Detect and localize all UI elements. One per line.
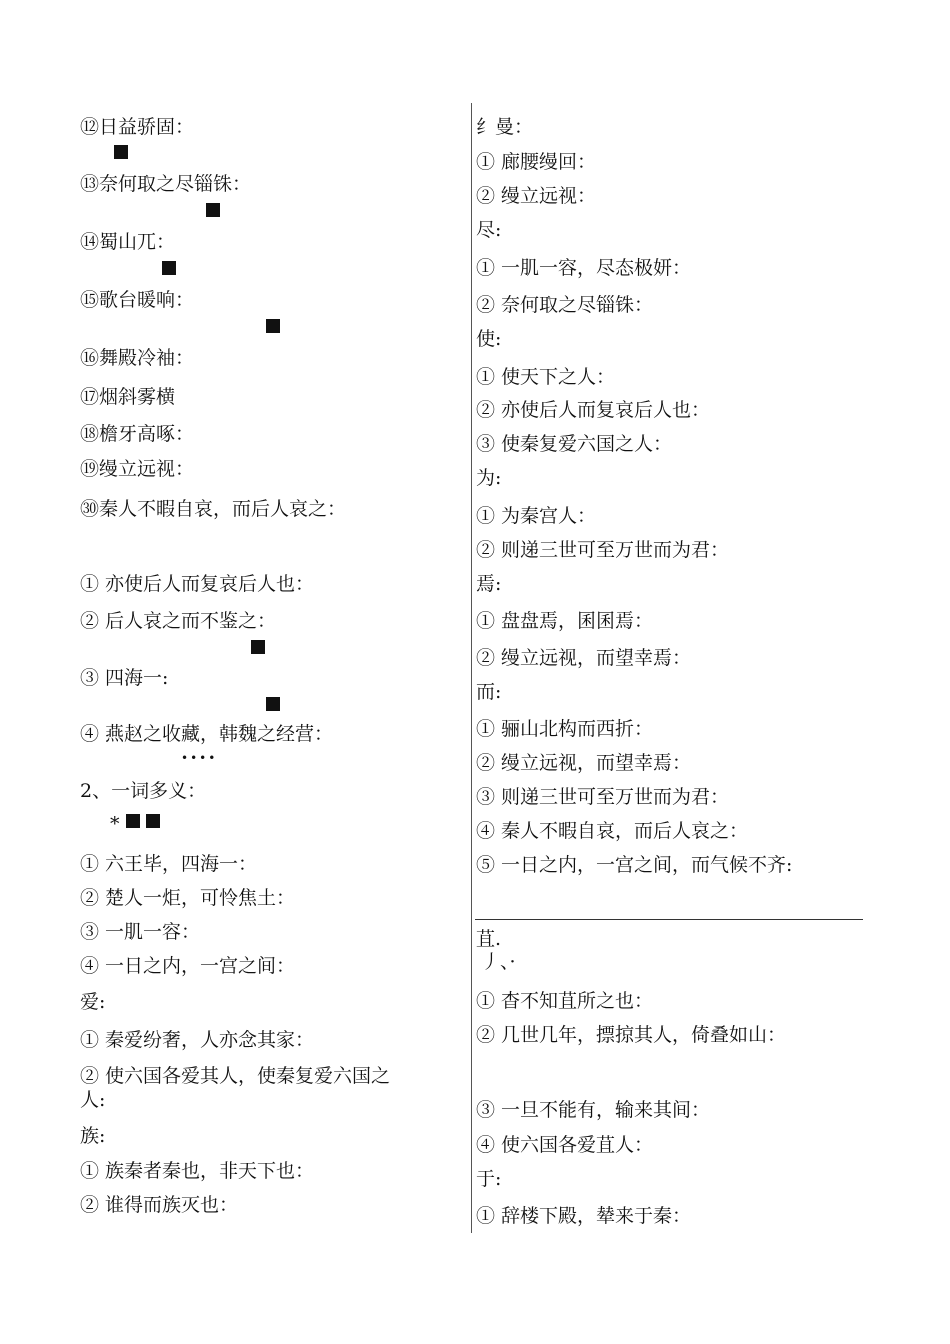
emphasis-mark <box>126 814 140 828</box>
emphasis-mark <box>114 145 128 159</box>
emphasis-mark <box>162 261 176 275</box>
yan-heading: 焉: <box>476 573 502 595</box>
qi-item-2: ② 几世几年，摽掠其人，倚叠如山： <box>476 1024 787 1046</box>
item-19: ⑲缦立远视： <box>80 458 195 480</box>
qi-item-3: ③ 一旦不能有，输来其间： <box>476 1099 711 1121</box>
section-rule <box>475 919 863 920</box>
qi-item-1: ① 杳不知苴所之也： <box>476 990 654 1012</box>
item-30: ㉚秦人不暇自哀，而后人哀之： <box>80 498 347 520</box>
emphasis-mark <box>206 203 220 217</box>
yi-item-4: ④ 一日之内，一宫之间： <box>80 955 296 977</box>
er-item-5: ⑤ 一日之内，一宫之间，而气候不齐: <box>476 854 793 876</box>
ai-item-2: ② 使六国各爱其人，使秦复爱六国之 <box>80 1065 391 1087</box>
zu-item-1: ① 族秦者秦也，非天下也： <box>80 1160 315 1182</box>
zu-heading: 族: <box>80 1125 106 1147</box>
jin-heading: 尽: <box>476 219 502 241</box>
emphasis-dots: •••• <box>181 751 218 765</box>
er-item-1: ① 骊山北构而西折： <box>476 718 654 740</box>
yan-item-2: ② 缦立远视，而望幸焉： <box>476 647 692 669</box>
emphasis-mark <box>146 814 160 828</box>
shi-item-2: ② 亦使后人而复哀后人也： <box>476 399 711 421</box>
man-heading: 纟曼： <box>476 116 534 138</box>
yu-heading: 于: <box>476 1168 502 1190</box>
yan-item-1: ① 盘盘焉，囷囷焉： <box>476 610 654 632</box>
item-14: ⑭蜀山兀： <box>80 231 176 253</box>
man-item-2: ② 缦立远视： <box>476 185 597 207</box>
shi-item-3: ③ 使秦复爱六国之人： <box>476 433 673 455</box>
yi-item-2: ② 楚人一炬，可怜焦土： <box>80 887 296 909</box>
item-17: ⑰烟斜雾横 <box>80 386 176 408</box>
wei-item-2: ② 则递三世可至万世而为君： <box>476 539 730 561</box>
sub-item-1: ① 亦使后人而复哀后人也： <box>80 573 315 595</box>
er-item-2: ② 缦立远视，而望幸焉： <box>476 752 692 774</box>
column-divider <box>471 103 472 1233</box>
sub-item-4: ④ 燕赵之收藏，韩魏之经营： <box>80 723 334 745</box>
wei-item-1: ① 为秦宫人： <box>476 505 597 527</box>
item-16: ⑯舞殿冷袖： <box>80 347 195 369</box>
qi-item-4: ④ 使六国各爱苴人： <box>476 1134 654 1156</box>
shi-heading: 使: <box>476 328 502 350</box>
ai-item-2-cont: 人: <box>80 1089 106 1111</box>
section-title: 2、一词多义： <box>80 780 207 802</box>
yu-item-1: ① 辞楼下殿，辇来于秦： <box>476 1205 692 1227</box>
er-item-4: ④ 秦人不暇自哀，而后人哀之： <box>476 820 749 842</box>
man-item-1: ① 廊腰缦回： <box>476 151 597 173</box>
shi-item-1: ① 使天下之人： <box>476 366 616 388</box>
yi-item-1: ① 六王毕，四海一： <box>80 853 258 875</box>
section-mark: * <box>110 813 120 835</box>
emphasis-mark <box>266 319 280 333</box>
item-13: ⑬奈何取之尽锱铢： <box>80 173 252 195</box>
jin-item-1: ① 一肌一容，尽态极妍： <box>476 257 692 279</box>
er-item-3: ③ 则递三世可至万世而为君： <box>476 786 730 808</box>
zu-item-2: ② 谁得而族灭也： <box>80 1194 239 1216</box>
item-12: ⑫日益骄固： <box>80 116 195 138</box>
sub-item-2: ② 后人哀之而不鉴之： <box>80 610 277 632</box>
sub-item-3: ③ 四海一: <box>80 667 169 689</box>
jin-item-2: ② 奈何取之尽锱铢： <box>476 294 654 316</box>
wei-heading: 为: <box>476 467 502 489</box>
emphasis-mark <box>266 697 280 711</box>
item-18: ⑱檐牙高啄： <box>80 423 195 445</box>
emphasis-mark <box>251 640 265 654</box>
ai-item-1: ① 秦爱纷奢，人亦念其家： <box>80 1029 315 1051</box>
qi-sub: 丿、· <box>481 951 516 973</box>
qi-heading: 苴. <box>476 928 502 950</box>
item-15: ⑮歌台暖响： <box>80 289 195 311</box>
ai-heading: 爱: <box>80 991 106 1013</box>
yi-item-3: ③ 一肌一容： <box>80 921 201 943</box>
er-heading: 而: <box>476 681 502 703</box>
